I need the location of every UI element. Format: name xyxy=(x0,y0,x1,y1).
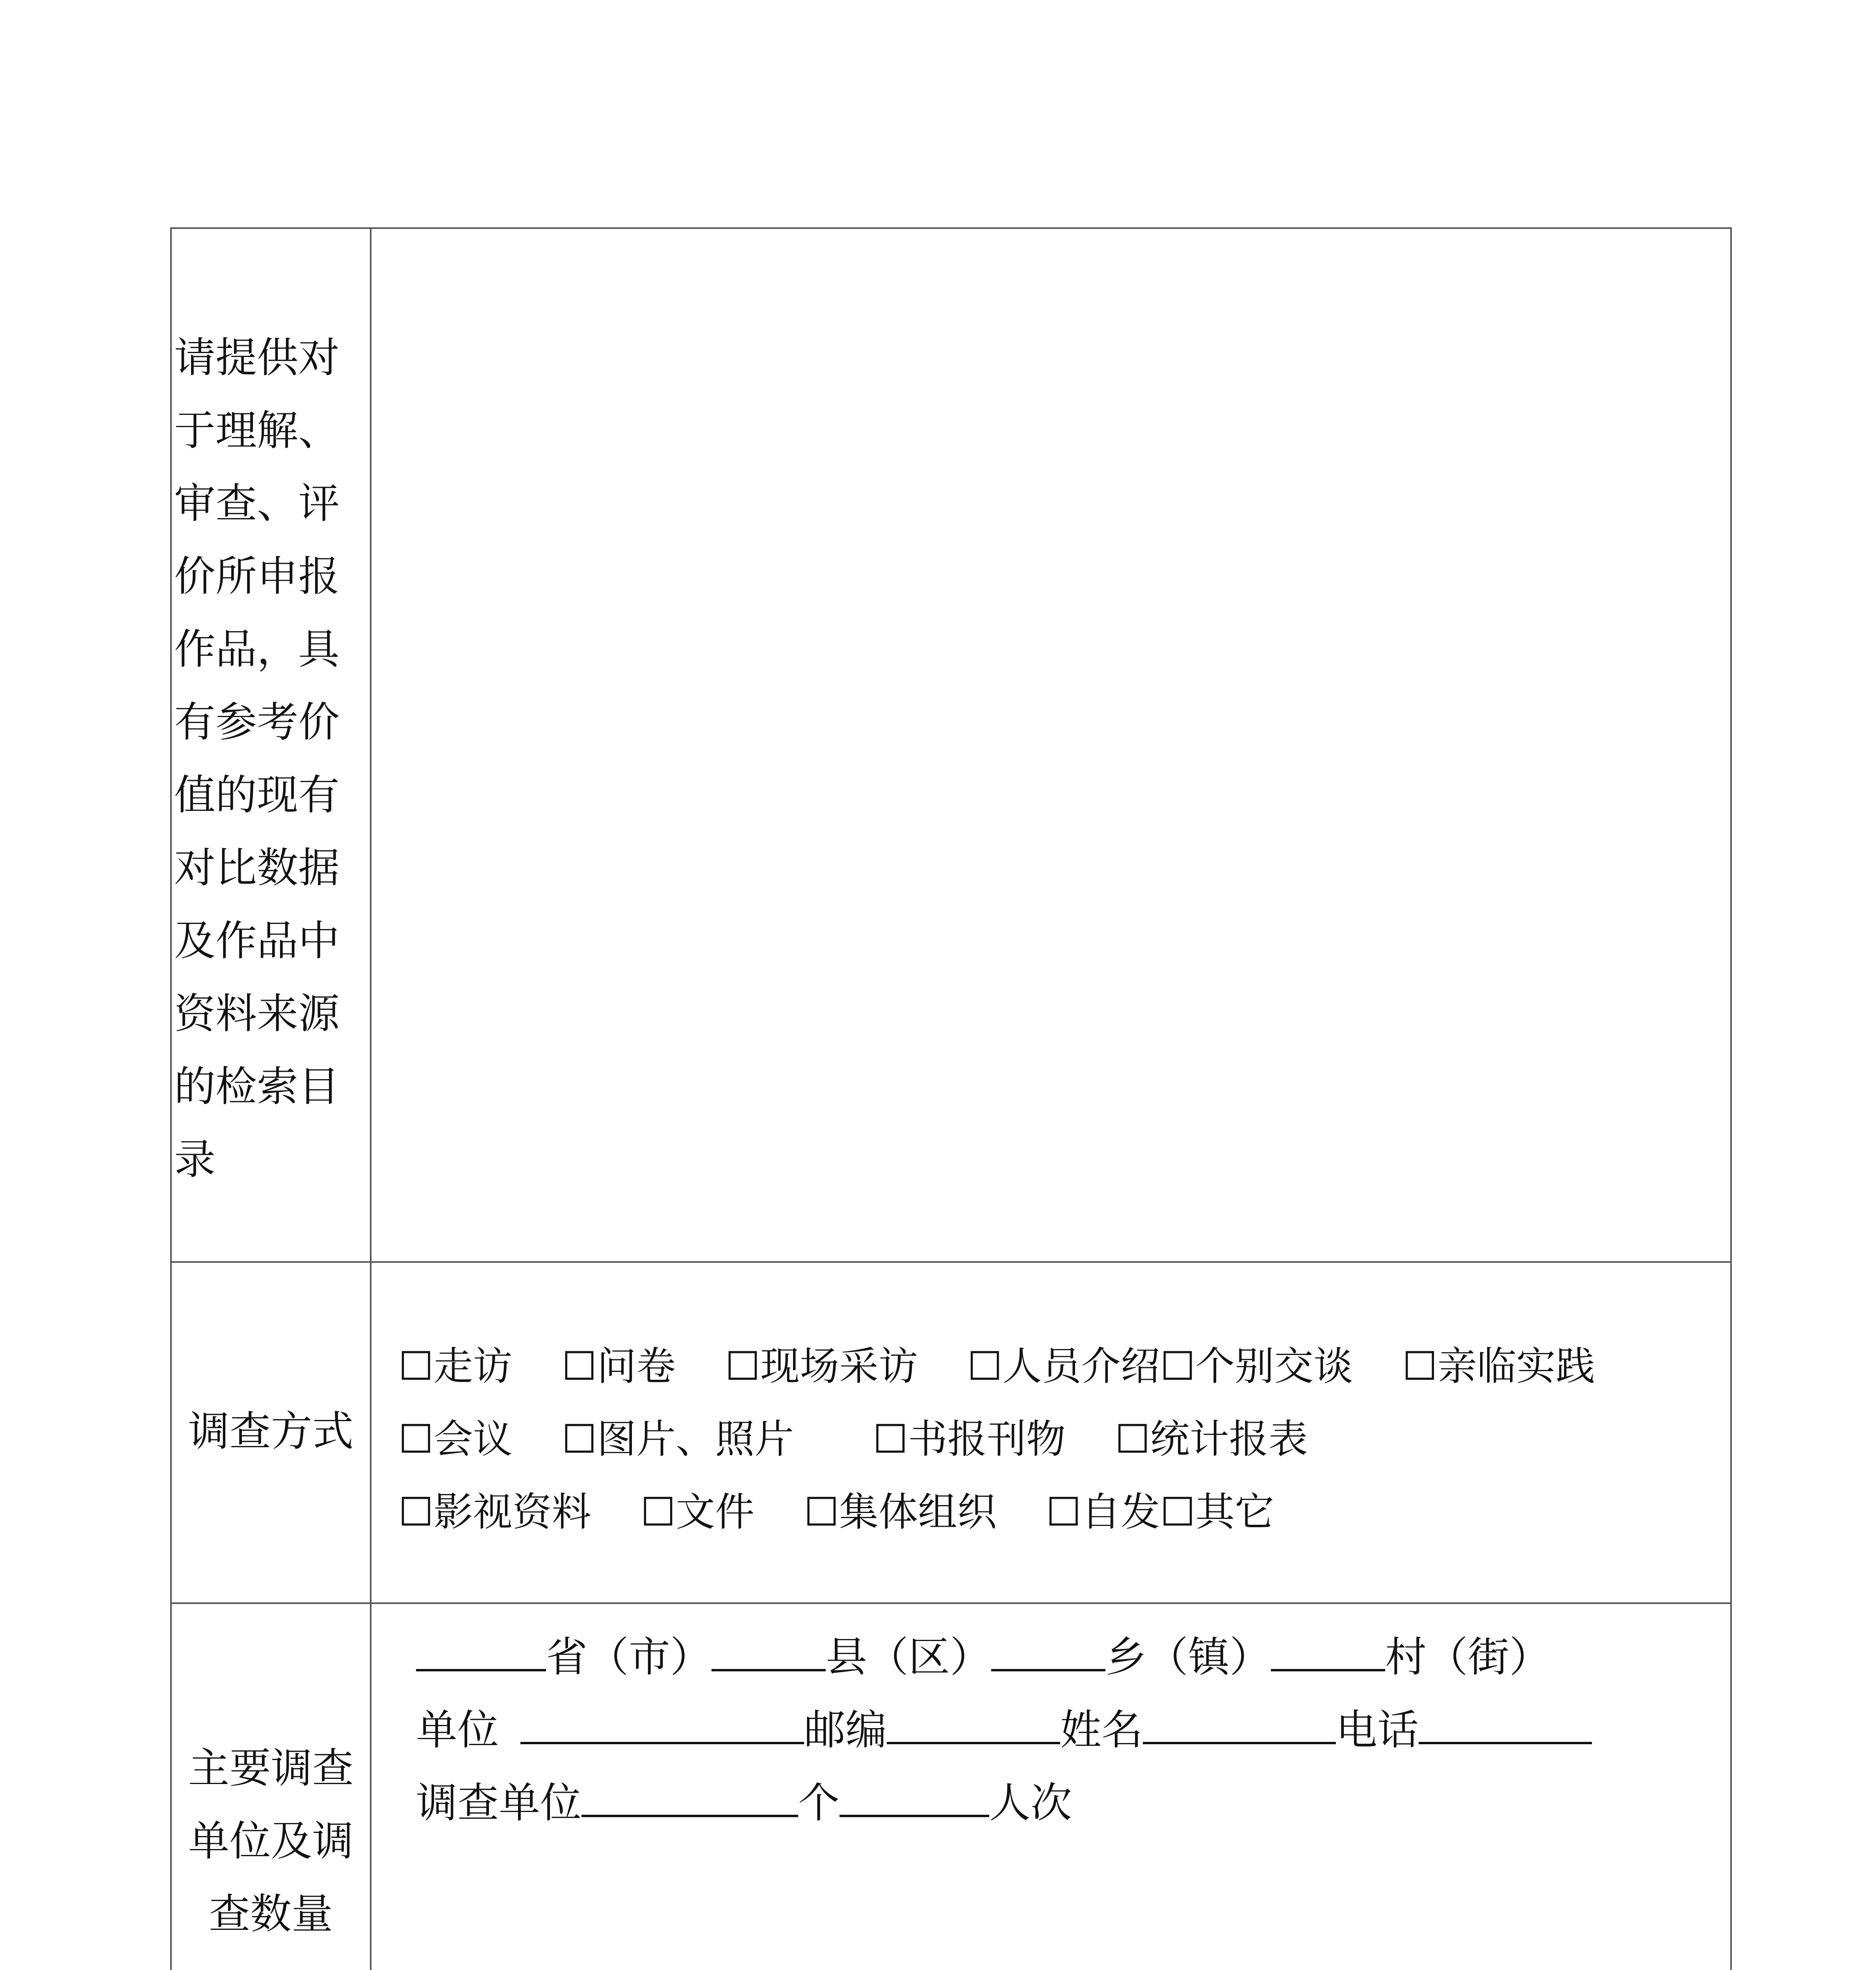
unit-blank[interactable] xyxy=(520,1704,804,1744)
village-blank[interactable] xyxy=(1271,1632,1385,1671)
checkbox-individual-talk[interactable]: ☐个别交谈 xyxy=(1160,1343,1353,1389)
survey-form-table xyxy=(170,227,1732,1970)
survey-units-label: 主要调查单位及调查数量 xyxy=(188,1744,354,1938)
reference-data-field[interactable] xyxy=(371,229,1730,1261)
name-label: 姓名 xyxy=(1060,1706,1143,1754)
checkbox-personnel-introduction[interactable]: ☐人员介绍 xyxy=(967,1343,1160,1389)
checkbox-audiovisual-materials[interactable]: ☐影视资料 xyxy=(398,1489,591,1535)
phone-label: 电话 xyxy=(1336,1706,1419,1754)
checkbox-other[interactable]: ☐其它 xyxy=(1160,1489,1274,1535)
checkbox-statistical-reports[interactable]: ☐统计报表 xyxy=(1114,1416,1308,1462)
row-divider-1 xyxy=(172,1261,1730,1263)
checkbox-pictures-photos[interactable]: ☐图片、照片 xyxy=(561,1416,794,1462)
survey-count-line xyxy=(416,1777,1072,1827)
checkbox-spontaneous[interactable]: ☐自发 xyxy=(1046,1489,1160,1535)
ge-label: 个 xyxy=(798,1779,840,1827)
survey-method-line-2 xyxy=(398,1415,1308,1463)
survey-unit-count-blank[interactable] xyxy=(581,1777,798,1817)
checkbox-questionnaire[interactable]: ☐问卷 xyxy=(561,1343,676,1389)
checkbox-publications[interactable]: ☐书报刊物 xyxy=(873,1416,1066,1462)
checkbox-visit[interactable]: ☐走访 xyxy=(398,1343,513,1389)
county-blank[interactable] xyxy=(711,1632,826,1671)
survey-method-line-1 xyxy=(398,1342,1595,1390)
township-blank[interactable] xyxy=(991,1632,1105,1671)
person-times-blank[interactable] xyxy=(840,1777,989,1817)
person-times-label: 人次 xyxy=(989,1779,1072,1827)
checkbox-collective-organization[interactable]: ☐集体组织 xyxy=(804,1489,997,1535)
survey-method-line-3 xyxy=(398,1488,1274,1536)
county-label: 县（区） xyxy=(826,1633,992,1681)
survey-unit-label: 调查单位 xyxy=(416,1779,582,1827)
phone-blank[interactable] xyxy=(1419,1704,1592,1744)
postcode-blank[interactable] xyxy=(887,1704,1060,1744)
village-label: 村（街） xyxy=(1385,1633,1551,1681)
row-divider-2 xyxy=(172,1602,1730,1604)
postcode-label: 邮编 xyxy=(804,1706,887,1754)
survey-method-label: 调查方式 xyxy=(188,1407,354,1455)
address-line xyxy=(416,1632,1551,1681)
contact-line xyxy=(416,1704,1592,1754)
township-label: 乡（镇） xyxy=(1105,1633,1271,1681)
checkbox-on-site-interview[interactable]: ☐现场采访 xyxy=(725,1343,918,1389)
reference-data-label: 请提供对于理解、审查、评价所申报作品，具有参考价值的现有对比数据及作品中资料来源的检索目录 xyxy=(174,334,340,1184)
province-label: 省（市） xyxy=(546,1633,712,1681)
checkbox-personal-practice[interactable]: ☐亲临实践 xyxy=(1402,1343,1595,1389)
province-blank[interactable] xyxy=(416,1632,546,1671)
name-blank[interactable] xyxy=(1143,1704,1336,1744)
unit-label: 单位 xyxy=(416,1706,499,1754)
checkbox-meeting[interactable]: ☐会议 xyxy=(398,1416,513,1462)
checkbox-documents[interactable]: ☐文件 xyxy=(640,1489,755,1535)
